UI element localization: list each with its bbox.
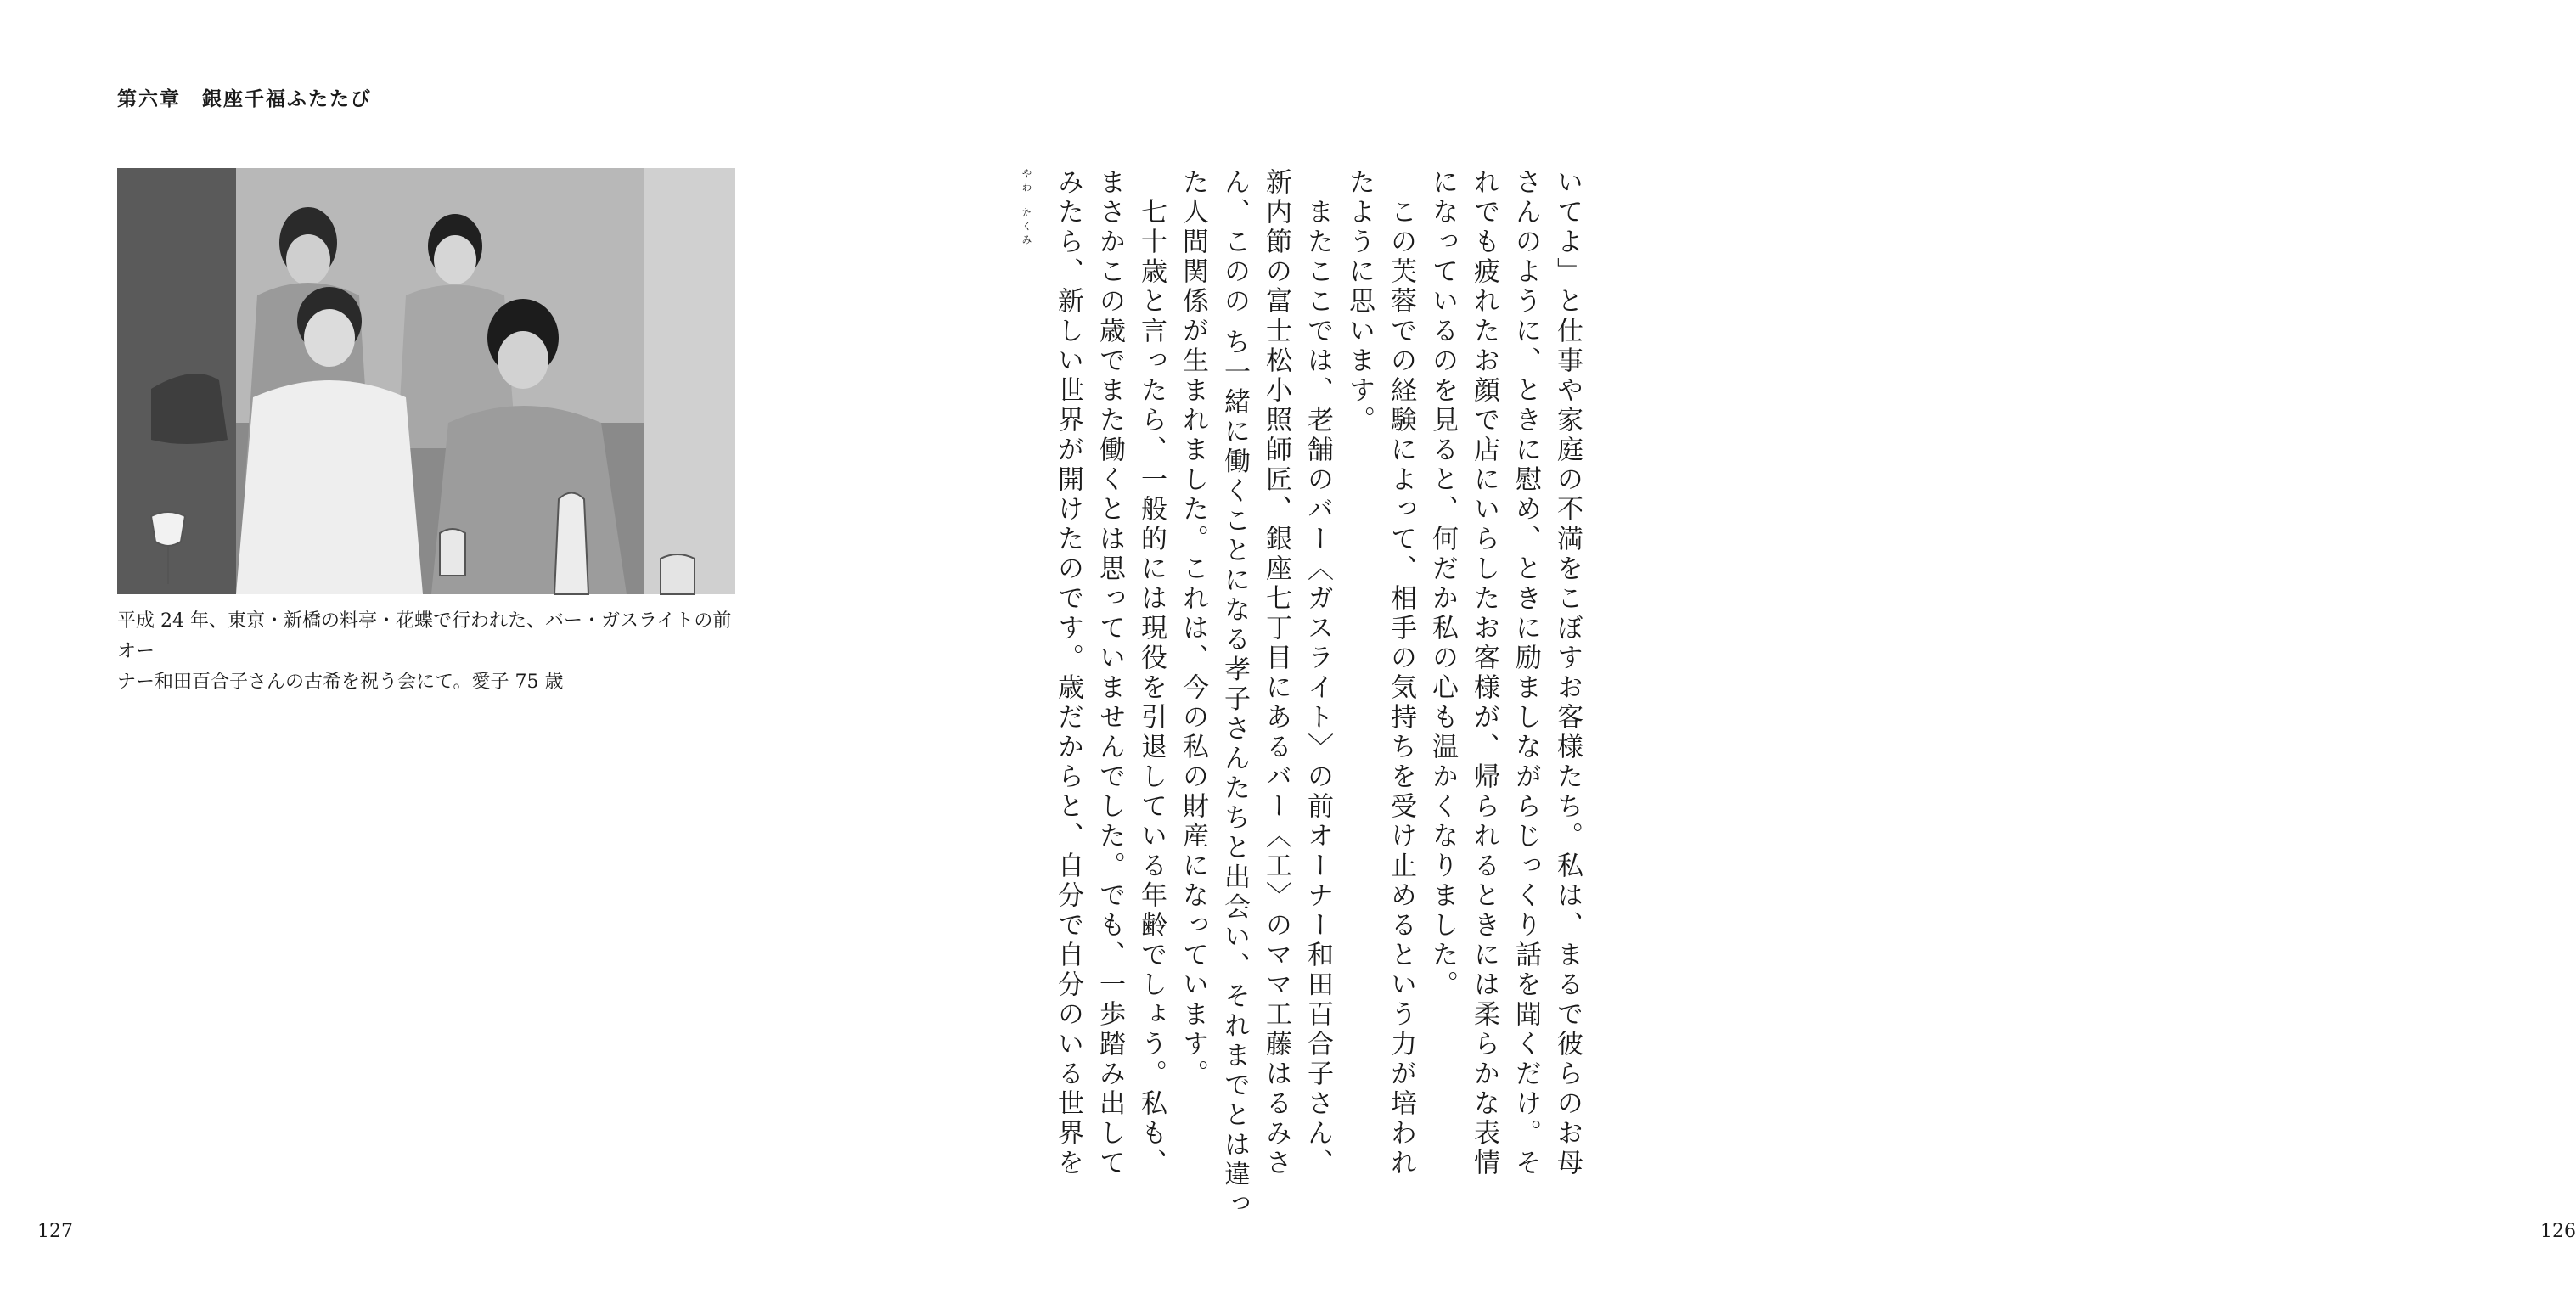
body-line-5: この芙蓉での経験によって、相手の気持ちを受け止めるという力が培われ: [1386, 168, 1416, 1178]
body-line-1: いてよ」と仕事や家庭の不満をこぼすお客様たち。私は、まるで彼らのお母: [1552, 168, 1583, 1178]
body-line-2: さんのように、ときに慰め、ときに励ましながらじっくり話を聞くだけ。そ: [1510, 168, 1541, 1178]
photo-illustration: [117, 168, 735, 594]
body-line-6: たように思います。: [1344, 168, 1375, 436]
chapter-header: 第六章 銀座千福ふたたび: [117, 88, 372, 110]
body-line-9: ん、このの ち一緒に働くことになる孝子さんたちと出会い、それまでとは違っ: [1219, 168, 1250, 1220]
body-line-10: た人間関係が生まれました。これは、今の私の財産になっています。: [1178, 168, 1208, 1089]
page-number-left: 127: [37, 1221, 73, 1242]
photograph: [117, 168, 735, 594]
left-page: [0, 0, 869, 1304]
page-number-right: 126: [2540, 1221, 2576, 1242]
ruby-takumi: たくみ: [1021, 206, 1032, 248]
caption-line-1: 平成 24 年、東京・新橋の料亭・花蝶で行われた、バー・ガスライトの前オー: [117, 610, 732, 662]
body-line-4: になっているのを見ると、何だか私の心も温かくなりました。: [1427, 168, 1458, 1000]
vertical-body-text: [1002, 168, 1588, 1220]
body-line-13: みたら、新しい世界が開けたのです。歳だからと、自分で自分のいる世界を: [1053, 168, 1083, 1178]
body-line-12: まさかこの歳でまた働くとは思っていませんでした。でも、一歩踏み出して: [1094, 168, 1125, 1178]
body-line-3: れでも疲れたお顔で店にいらしたお客様が、帰られるときには柔らかな表情: [1469, 168, 1499, 1178]
photo-caption: [117, 606, 745, 698]
body-line-8: 新内節の富士松小照師匠、銀座七丁目にあるバー〈工〉のママ工藤はるみさ: [1261, 168, 1291, 1178]
ruby-yawa: やわ: [1021, 168, 1032, 195]
caption-line-2: ナー和田百合子さんの古希を祝う会にて。愛子 75 歳: [117, 672, 564, 693]
body-line-7: またここでは、老舗のバー〈ガスライト〉の前オーナー和田百合子さん、: [1302, 168, 1333, 1178]
body-line-11: 七十歳と言ったら、一般的には現役を引退している年齢でしょう。私も、: [1136, 168, 1167, 1178]
